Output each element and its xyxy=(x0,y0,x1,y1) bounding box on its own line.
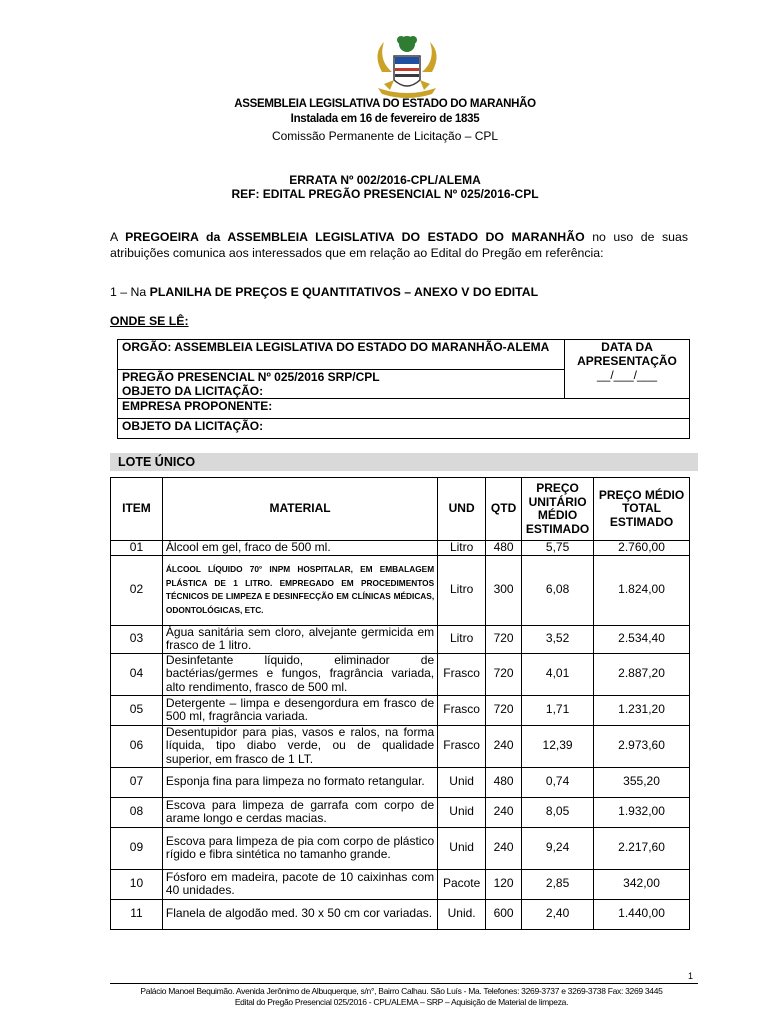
commission-line: Comissão Permanente de Licitação – CPL xyxy=(271,129,499,143)
table-row: 06 Desentupidor para pias, vasos e ralos, na forma líquida, tipo diabo verde, ou de qualidade superior, em frasco de 1 LT. Frasco 240 12,39 2.973,60 xyxy=(111,725,690,767)
orgao-cell: ORGÃO: ASSEMBLEIA LEGISLATIVA DO ESTADO DO MARANHÃO-ALEMA xyxy=(118,340,565,370)
data-apresentacao-cell: DATA DA APRESENTAÇÃO __/___/___ xyxy=(565,340,690,399)
pregao-cell: PREGÃO PRESENCIAL Nº 025/2016 SRP/CPL OBJETO DA LICITAÇÃO: xyxy=(118,370,565,399)
table-row: 07 Esponja fina para limpeza no formato retangular. Unid 480 0,74 355,20 xyxy=(111,767,690,797)
items-table xyxy=(110,477,690,930)
empresa-cell: EMPRESA PROPONENTE: xyxy=(118,399,690,419)
table-row: 11 Flanela de algodão med. 30 x 50 cm cor variadas. Unid. 600 2,40 1.440,00 xyxy=(111,899,690,929)
table-row: 04 Desinfetante líquido, eliminador de bactérias/germes e fungos, fragrância variada, alto rendimento, frasco de 500 ml. Frasco 720 4,01 2.887,20 xyxy=(111,653,690,695)
footer-address: Palácio Manoel Bequimão. Avenida Jerônimo de Albuquerque, s/n°, Bairro Calhau. São Luís - Ma. Telefones: 3269-3737 e 3269-3738 Fax: 3269 3445 xyxy=(140,986,663,996)
institution-name: ASSEMBLEIA LEGISLATIVA DO ESTADO DO MARANHÃO xyxy=(234,98,536,110)
table-row: 03 Água sanitária sem cloro, alvejante germicida em frasco de 1 litro. Litro 720 3,52 2.534,40 xyxy=(111,625,690,653)
col-preco-unitario-header: PREÇO UNITÁRIO MÉDIO ESTIMADO xyxy=(522,478,594,541)
table-row: 02 ÁLCOOL LÍQUIDO 70° INPM HOSPITALAR, EM EMBALAGEM PLÁSTICA DE 1 LITRO. EMPREGADO EM PROCEDIMENTOS TÉCNICOS DE LIMPEZA E DESINFECÇÃO EM CLÍNICAS MÉDICAS, ODONTOLÓGICAS, ETC. Litro 300 6,08 1.824,00 xyxy=(111,555,690,625)
table-row: 08 Escova para limpeza de garrafa com corpo de arame longo e cerdas macias. Unid 240 8,05 1.932,00 xyxy=(111,797,690,827)
col-und-header: UND xyxy=(438,478,486,541)
identification-table xyxy=(117,339,690,439)
coat-of-arms-emblem xyxy=(370,32,444,100)
intro-paragraph: A PREGOEIRA da ASSEMBLEIA LEGISLATIVA DO ESTADO DO MARANHÃO no uso de suas atribuições comunica aos interessados que em relação ao Edital do Pregão em referência: xyxy=(110,230,688,260)
errata-title: ERRATA Nº 002/2016-CPL/ALEMA xyxy=(289,173,481,187)
table-row: 05 Detergente – limpa e desengordura em frasco de 500 ml, fragrância variada. Frasco 720 1,71 1.231,20 xyxy=(111,695,690,725)
founded-line: Instalada em 16 de fevereiro de 1835 xyxy=(290,113,480,125)
table-row: 09 Escova para limpeza de pia com corpo de plástico rígido e fibra sintética no tamanho grande. Unid 240 9,24 2.217,60 xyxy=(111,827,690,869)
col-item-header: ITEM xyxy=(111,478,163,541)
col-material-header: MATERIAL xyxy=(162,478,437,541)
table-row: 10 Fósforo em madeira, pacote de 10 caixinhas com 40 unidades. Pacote 120 2,85 342,00 xyxy=(111,869,690,899)
footer-divider xyxy=(110,983,698,984)
col-qtd-header: QTD xyxy=(486,478,522,541)
reference-title: REF: EDITAL PREGÃO PRESENCIAL Nº 025/2016-CPL xyxy=(231,187,539,201)
lote-banner: LOTE ÚNICO xyxy=(110,453,698,471)
table-row: 01 Álcool em gel, fraco de 500 ml. Litro 480 5,75 2.760,00 xyxy=(111,541,690,556)
onde-se-le-label: ONDE SE LÊ: xyxy=(110,314,189,328)
page-number: 1 xyxy=(688,971,694,981)
objeto-cell: OBJETO DA LICITAÇÃO: xyxy=(118,419,690,439)
col-preco-total-header: PREÇO MÉDIO TOTAL ESTIMADO xyxy=(594,478,690,541)
footer-document-ref: Edital do Pregão Presencial 025/2016 - CPL/ALEMA – SRP – Aquisição de Material de limpeza. xyxy=(234,997,569,1007)
item-heading: 1 – Na PLANILHA DE PREÇOS E QUANTITATIVOS – ANEXO V DO EDITAL xyxy=(110,285,539,299)
